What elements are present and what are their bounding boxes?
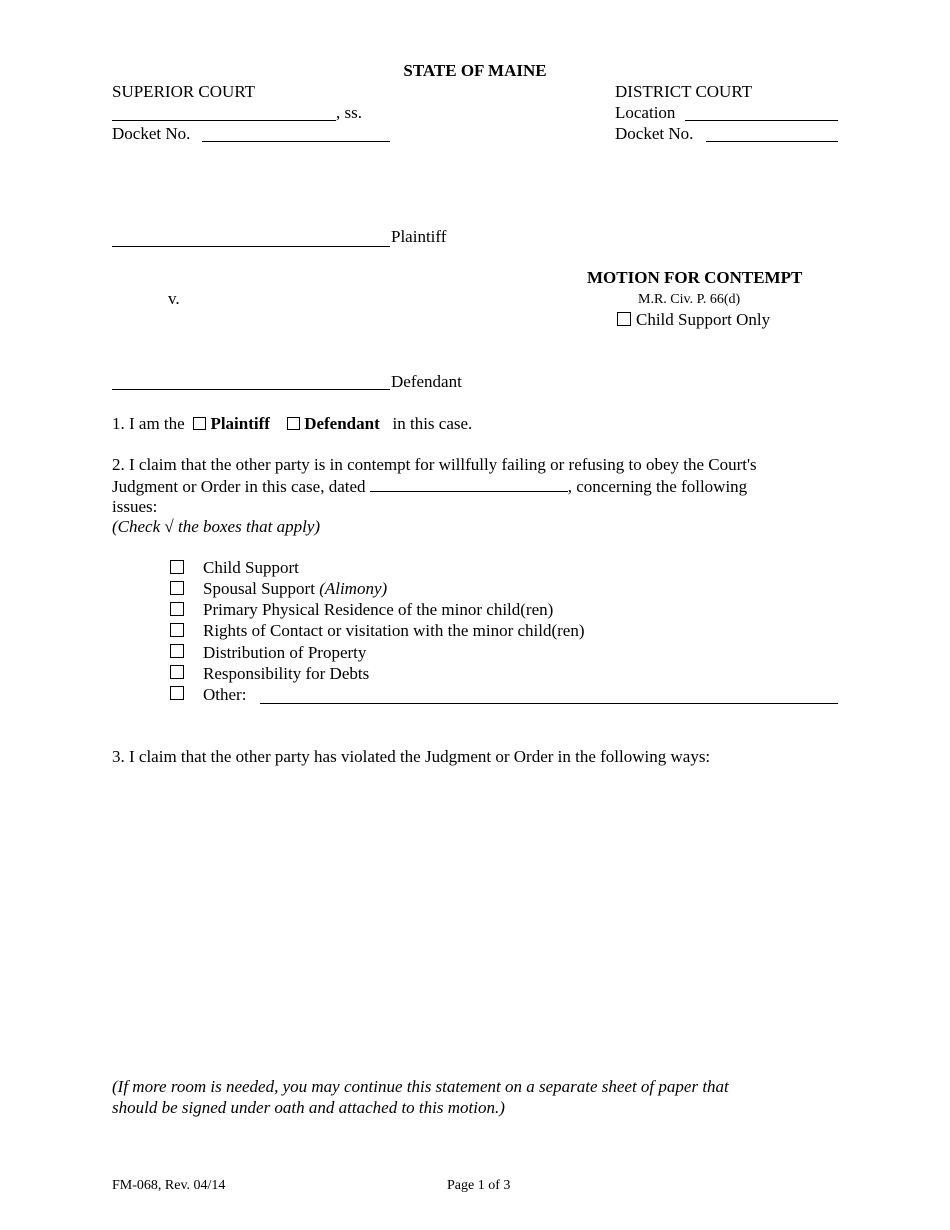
item2-line2-a: Judgment or Order in this case, dated xyxy=(112,477,366,496)
issue-label: Other: xyxy=(203,685,247,704)
issue-label: Primary Physical Residence of the minor child(ren) xyxy=(203,600,554,619)
issue-checkbox[interactable] xyxy=(170,686,184,700)
item2-line2 xyxy=(112,476,747,497)
issue-label: Responsibility for Debts xyxy=(203,664,370,683)
docket-right-blank-line[interactable] xyxy=(706,141,838,142)
motion-title: MOTION FOR CONTEMPT xyxy=(587,268,803,287)
plaintiff-label: Plaintiff xyxy=(391,227,447,246)
item1-prefix: 1. I am the xyxy=(112,414,185,433)
issue-checkbox[interactable] xyxy=(170,602,184,616)
issue-checkbox[interactable] xyxy=(170,623,184,637)
issue-label: Distribution of Property xyxy=(203,643,367,662)
item1-plaintiff-option: Plaintiff xyxy=(210,414,270,433)
item1-statement xyxy=(112,414,472,434)
state-heading: STATE OF MAINE xyxy=(403,61,547,80)
item1-suffix: in this case. xyxy=(392,414,473,433)
issue-label: Spousal Support (Alimony) xyxy=(203,579,388,598)
superior-court-label: SUPERIOR COURT xyxy=(112,82,256,101)
issue-checkbox[interactable] xyxy=(170,581,184,595)
child-support-only-label: Child Support Only xyxy=(636,310,771,329)
defendant-label: Defendant xyxy=(391,372,462,391)
defendant-name-line[interactable] xyxy=(112,389,390,390)
child-support-only-checkbox[interactable] xyxy=(617,312,631,326)
docket-right-label: Docket No. xyxy=(615,124,694,143)
issue-checkbox[interactable] xyxy=(170,644,184,658)
issue-checkbox[interactable] xyxy=(170,560,184,574)
issue-label: Child Support xyxy=(203,558,299,577)
other-issue-blank-line[interactable] xyxy=(260,703,838,704)
rule-citation: M.R. Civ. P. 66(d) xyxy=(638,292,741,307)
item2-line3: issues: xyxy=(112,497,158,516)
item1-defendant-option: Defendant xyxy=(304,414,380,433)
page-number: Page 1 of 3 xyxy=(447,1178,511,1193)
form-id: FM-068, Rev. 04/14 xyxy=(112,1178,226,1193)
location-label: Location xyxy=(615,103,676,122)
versus-label: v. xyxy=(168,289,180,308)
item2-line2-b: , concerning the following xyxy=(567,477,748,496)
continuation-note-line2: should be signed under oath and attached to this motion.) xyxy=(112,1098,505,1117)
defendant-checkbox[interactable] xyxy=(287,417,300,430)
issue-label: Rights of Contact or visitation with the minor child(ren) xyxy=(203,621,585,640)
location-blank-line[interactable] xyxy=(685,120,838,121)
ss-label: , ss. xyxy=(336,103,362,122)
docket-left-blank-line[interactable] xyxy=(202,141,390,142)
check-instruction: (Check √ the boxes that apply) xyxy=(112,517,321,536)
issue-checkbox[interactable] xyxy=(170,665,184,679)
item2-line1: 2. I claim that the other party is in contempt for willfully failing or refusing to obey the Court's xyxy=(112,455,757,474)
county-blank-line[interactable] xyxy=(112,120,336,121)
district-court-label: DISTRICT COURT xyxy=(615,82,753,101)
plaintiff-name-line[interactable] xyxy=(112,246,390,247)
order-date-blank[interactable] xyxy=(370,476,568,492)
docket-left-label: Docket No. xyxy=(112,124,191,143)
plaintiff-checkbox[interactable] xyxy=(193,417,206,430)
item3-statement: 3. I claim that the other party has violated the Judgment or Order in the following ways: xyxy=(112,747,711,766)
continuation-note-line1: (If more room is needed, you may continue this statement on a separate sheet of paper that xyxy=(112,1077,729,1096)
